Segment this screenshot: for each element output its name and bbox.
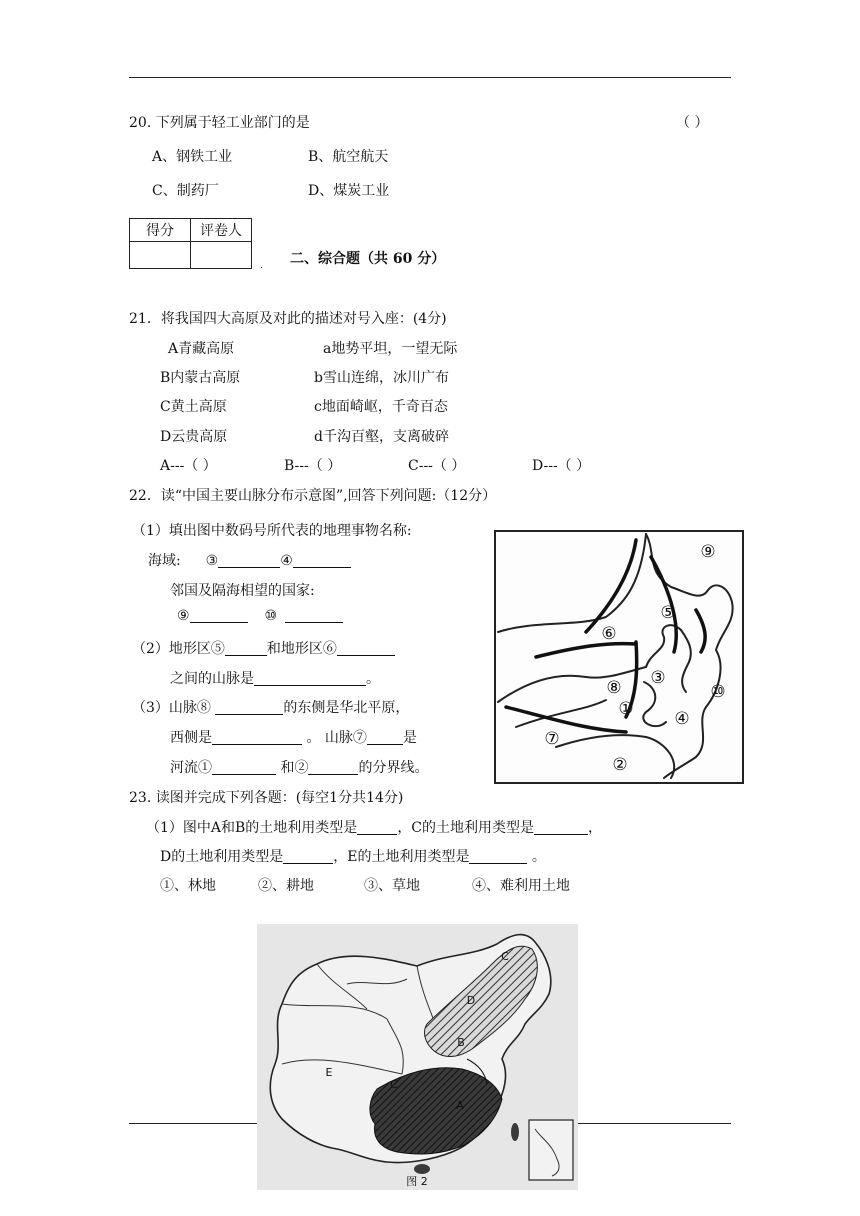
q22-part2b	[170, 668, 380, 688]
map-label-6: ⑥	[601, 624, 617, 644]
footer-rule-right	[578, 1123, 731, 1124]
q21-left-c: C黄土高原	[160, 399, 227, 415]
map-label-10: ⑩	[710, 682, 726, 702]
map2-label-a: A	[456, 1099, 464, 1112]
q23-line1-text1: （1）图中A和B的土地利用类型是	[146, 820, 358, 836]
q21-left-b: B内蒙古高原	[160, 370, 241, 386]
region-6-blank[interactable]	[337, 641, 395, 656]
q23-line1	[146, 817, 602, 837]
map2-label-b: B	[457, 1036, 465, 1049]
sea-3-blank[interactable]	[218, 553, 280, 568]
q22-part3a-text1: （3）山脉⑧	[132, 700, 211, 716]
q22-part3c	[170, 757, 428, 777]
q23-line2-text2: ，E的土地利用类型是	[333, 849, 470, 865]
q22-part3c-text1: 河流①	[170, 760, 212, 776]
q21-right-d: d千沟百壑，支离破碎	[314, 429, 449, 445]
q20-option-b: B、航空航天	[308, 149, 389, 165]
q21-left-a: A青藏高原	[168, 341, 235, 357]
map-label-4: ④	[674, 709, 690, 729]
land-use-map	[257, 924, 578, 1190]
land-use-map-svg	[257, 924, 578, 1190]
score-cell[interactable]	[130, 242, 191, 269]
river-2-blank[interactable]	[308, 760, 358, 775]
score-table	[129, 218, 252, 269]
grader-header: 评卷人	[191, 219, 252, 242]
mountain-map	[494, 530, 744, 784]
mountain-map-svg	[496, 532, 742, 782]
q22-part2a-text2: 和地形区⑥	[266, 641, 337, 657]
q21-answer-d[interactable]: D---（ ）	[532, 458, 591, 474]
map-label-7: ⑦	[544, 729, 560, 749]
map-label-8: ⑧	[606, 678, 622, 698]
q22-part3b-text2: 。 山脉⑦	[306, 730, 367, 746]
sea-4-number: ④	[280, 553, 293, 569]
q22-part3b-text1: 西侧是	[170, 730, 212, 746]
mountain-7-blank[interactable]	[367, 730, 403, 745]
q22-part3a	[132, 697, 409, 717]
q21-right-a: a地势平坦，一望无际	[323, 341, 458, 357]
q20-answer-bracket[interactable]: （ ）	[676, 115, 709, 131]
q23-line2-text3: 。	[531, 849, 546, 865]
q22-part3b-text3: 是	[402, 730, 417, 746]
map2-label-c-southwest: C	[390, 1078, 398, 1091]
q21-left-d: D云贵高原	[160, 429, 228, 445]
mountain-between-blank[interactable]	[254, 671, 366, 686]
map2-label-d: D	[466, 994, 476, 1007]
q22-part3a-text2: 的东侧是华北平原，	[283, 700, 410, 716]
q22-part1: （1）填出图中数码号所代表的地理事物名称:	[132, 523, 412, 539]
map-label-2: ②	[612, 755, 628, 775]
q22-part2b-text2: 。	[366, 671, 380, 687]
section2-title: 二、综合题（共 60 分）	[290, 251, 446, 267]
map-label-1: ①	[618, 699, 634, 719]
map2-label-e: E	[325, 1066, 333, 1079]
q23-line1-text3: ，	[588, 820, 603, 836]
q21-stem: 21．将我国四大高原及对此的描述对号入座：(4分)	[129, 311, 447, 327]
q22-part3c-text2: 和②	[280, 760, 309, 776]
q21-answer-c[interactable]: C---（ ）	[408, 458, 466, 474]
sea-3-number: ③	[205, 553, 219, 569]
country-9-blank[interactable]	[190, 608, 248, 623]
grader-cell[interactable]	[191, 242, 252, 269]
q22-stem: 22．读“中国主要山脉分布示意图”,回答下列问题:（12分）	[129, 488, 497, 504]
ab-land-use-blank[interactable]	[357, 820, 397, 835]
q23-stem: 23. 读图并完成下列各题：(每空1分共14分)	[129, 790, 404, 806]
d-land-use-blank[interactable]	[283, 849, 333, 864]
map2-label-c-northeast: C	[501, 950, 509, 963]
q20-option-a: A、钢铁工业	[152, 149, 233, 165]
q22-country-line	[177, 608, 343, 624]
q21-right-c: c地面崎岖，千奇百态	[314, 399, 448, 415]
map2-caption: 图 2	[406, 1175, 428, 1188]
country-10-blank[interactable]	[285, 608, 343, 623]
footer-rule-left	[129, 1123, 259, 1124]
sea-label: 海域:	[148, 553, 181, 569]
q23-choice-4: ④、难利用土地	[472, 878, 570, 894]
q22-part2a-text1: （2）地形区⑤	[132, 641, 225, 657]
map-label-5: ⑤	[660, 603, 676, 623]
q22-part3b	[170, 727, 417, 747]
q23-line2	[160, 846, 546, 866]
west-side-blank[interactable]	[212, 730, 302, 745]
country-10-number: ⑩	[264, 608, 278, 624]
country-9-number: ⑨	[177, 608, 190, 624]
q20-option-c: C、制药厂	[152, 183, 219, 199]
q20-option-d: D、煤炭工业	[308, 183, 390, 199]
q23-line1-text2: ，C的土地利用类型是	[397, 820, 535, 836]
q23-choice-2: ②、耕地	[258, 878, 314, 894]
region-5-blank[interactable]	[225, 641, 267, 656]
mountain-8-blank[interactable]	[215, 700, 283, 715]
q22-part3c-text3: 的分界线。	[358, 760, 429, 776]
q21-answer-a[interactable]: A---（ ）	[160, 458, 217, 474]
q23-line2-text1: D的土地利用类型是	[160, 849, 284, 865]
score-table-underline	[261, 267, 262, 268]
score-header: 得分	[130, 219, 191, 242]
map-label-9: ⑨	[700, 542, 716, 562]
q22-part2a	[132, 638, 395, 658]
map-label-3: ③	[650, 668, 666, 688]
header-rule	[129, 77, 731, 78]
q22-sea-line	[148, 550, 351, 570]
q22-part2b-text1: 之间的山脉是	[170, 671, 254, 687]
c-land-use-blank[interactable]	[534, 820, 588, 835]
q23-choice-3: ③、草地	[364, 878, 420, 894]
q20-stem: 20. 下列属于轻工业部门的是	[129, 115, 310, 131]
river-1-blank[interactable]	[212, 760, 276, 775]
q23-choice-1: ①、林地	[160, 878, 216, 894]
q21-answer-b[interactable]: B---（ ）	[284, 458, 342, 474]
q21-right-b: b雪山连绵，冰川广布	[314, 370, 449, 386]
neighbor-label: 邻国及隔海相望的国家:	[170, 583, 315, 599]
e-land-use-blank[interactable]	[469, 849, 527, 864]
sea-4-blank[interactable]	[293, 553, 351, 568]
